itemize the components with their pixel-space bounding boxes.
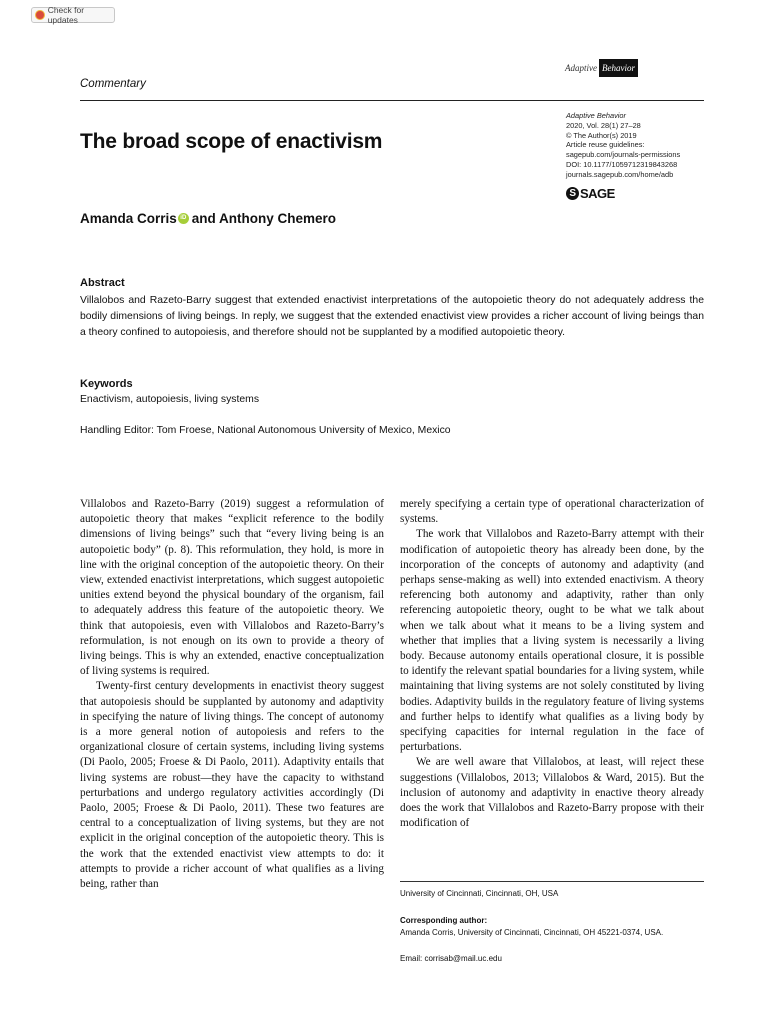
author-2[interactable]: and Anthony Chemero (191, 211, 337, 226)
keywords-heading: Keywords (80, 378, 133, 390)
volume-info: 2020, Vol. 28(1) 27–28 (566, 120, 641, 130)
paragraph: The work that Villalobos and Razeto-Barry attempt with their modification of autopoietic theory has already been done, by the incorporation of the concepts of autonomy and adaptivity (and perhaps sense-making as well) into extended enactivism. A theory referencing both autonomy and adaptivity, rather than only referencing autopoietic theory, ought to be what we talk about when we talk about what it means to be a living system and whether that implies that a living system is necessarily a living body. Because autonomy entails operational closure, it is possible to identify the relevant spatial boundaries for a living system, while maintaining that living systems are not solely constituted by living bodies. Adaptivity builds in the regulatory feature of living systems and further helps to identify what qualifies as a living body by specifying capacities for internal regulation in the face of perturbations. (400, 528, 704, 754)
authors (80, 211, 336, 226)
handling-editor: Handling Editor: Tom Froese, National Autonomous University of Mexico, Mexico (80, 425, 451, 436)
body-column-left (80, 497, 384, 892)
paragraph: We are well aware that Villalobos, at least, will reject these suggestions (Villalobos, 2013; Villalobos & Ward, 2015). But the inclusion of autonomy and adaptivity in enactive theory already does the work that Villalobos and Razeto-Barry propose with their modification of (400, 756, 704, 830)
footnote-rule (400, 881, 704, 882)
check-updates-label: Check for updates (47, 5, 85, 25)
article-title: The broad scope of enactivism (80, 130, 383, 153)
sage-s-icon: S (566, 187, 579, 200)
sage-logo: S SAGE (566, 186, 615, 201)
abstract-heading: Abstract (80, 277, 125, 289)
article-metadata (566, 111, 680, 180)
journal-name: Adaptive Behavior (566, 111, 626, 120)
author-email[interactable]: Email: corrisab@mail.uc.edu (400, 954, 502, 963)
abstract-text: Villalobos and Razeto-Barry suggest that extended enactivist interpretations of the autopoietic theory do not adequately address the bodily dimensions of living beings. In reply, we suggest that the extended enactivist view provides a richer account of living beings than a theory confined to autopoiesis, and therefore should not be supplanted by a modified autopoietic theory. (80, 295, 704, 339)
author-1[interactable]: Amanda Corris (80, 211, 177, 226)
copyright: © The Author(s) 2019 (566, 130, 637, 140)
journal-logo: Adaptive Behavior (565, 57, 638, 79)
reuse-guidelines: Article reuse guidelines: (566, 140, 645, 150)
doi[interactable]: DOI: 10.1177/1059712319843268 (566, 159, 678, 169)
paragraph: Villalobos and Razeto-Barry (2019) suggest a reformulation of autopoietic theory that makes “explicit reference to the bodily dimensions of living beings” such that “every living being is an autopoietic body” (p. 8). This reformulation, they hold, is more in line with the original conception of the autopoietic theory. On their view, extended enactivist interpretations, which suggest autopoietic unities extend beyond the physical boundary of the organism, fail to adequately address this feature of the autopoietic theory. We think that autopoiesis, even with Villalobos and Razeto-Barry’s reformulation, is not enough on its own to provide a theory of living beings. This is why an extended, enactive conceptualization of living systems is required. (80, 498, 384, 678)
reuse-link[interactable]: sagepub.com/journals-permissions (566, 150, 681, 160)
keywords-text: Enactivism, autopoiesis, living systems (80, 394, 260, 405)
section-label: Commentary (80, 78, 146, 90)
orcid-icon[interactable]: iD (178, 213, 189, 224)
check-updates-icon (35, 10, 45, 20)
body-column-right (400, 497, 704, 831)
paragraph: Twenty-first century developments in enactivist theory suggest that autopoiesis should be supplanted by autonomy and adaptivity in specifying the nature of living things. The concept of autonomy is a more general notion of autopoiesis and refers to the organizational closure of certain systems, including living systems (Di Paolo, 2005; Froese & Di Paolo, 2011). Adaptivity entails that living systems are robust—they have the capacity to withstand perturbations and undergo regulatory activities accordingly (Di Paolo, 2005; Froese & Di Paolo, 2011). These two features are central to a conceptualization of living systems, but they are not explicit in the original conception of the autopoietic theory. This is the work that the extended enactivist view attempts to do: it attempts to provide a richer account of what qualifies as a living being, rather than (80, 680, 384, 891)
corresponding-author-label: Corresponding author: (400, 916, 488, 925)
affiliation: University of Cincinnati, Cincinnati, OH, USA (400, 889, 559, 898)
journal-home-link[interactable]: journals.sagepub.com/home/adb (566, 169, 674, 179)
header-rule (80, 100, 704, 101)
check-for-updates-button[interactable] (31, 7, 115, 23)
paragraph: merely specifying a certain type of operational characterization of systems. (400, 498, 704, 526)
corresponding-author: Amanda Corris, University of Cincinnati, Cincinnati, OH 45221-0374, USA. (400, 928, 664, 937)
